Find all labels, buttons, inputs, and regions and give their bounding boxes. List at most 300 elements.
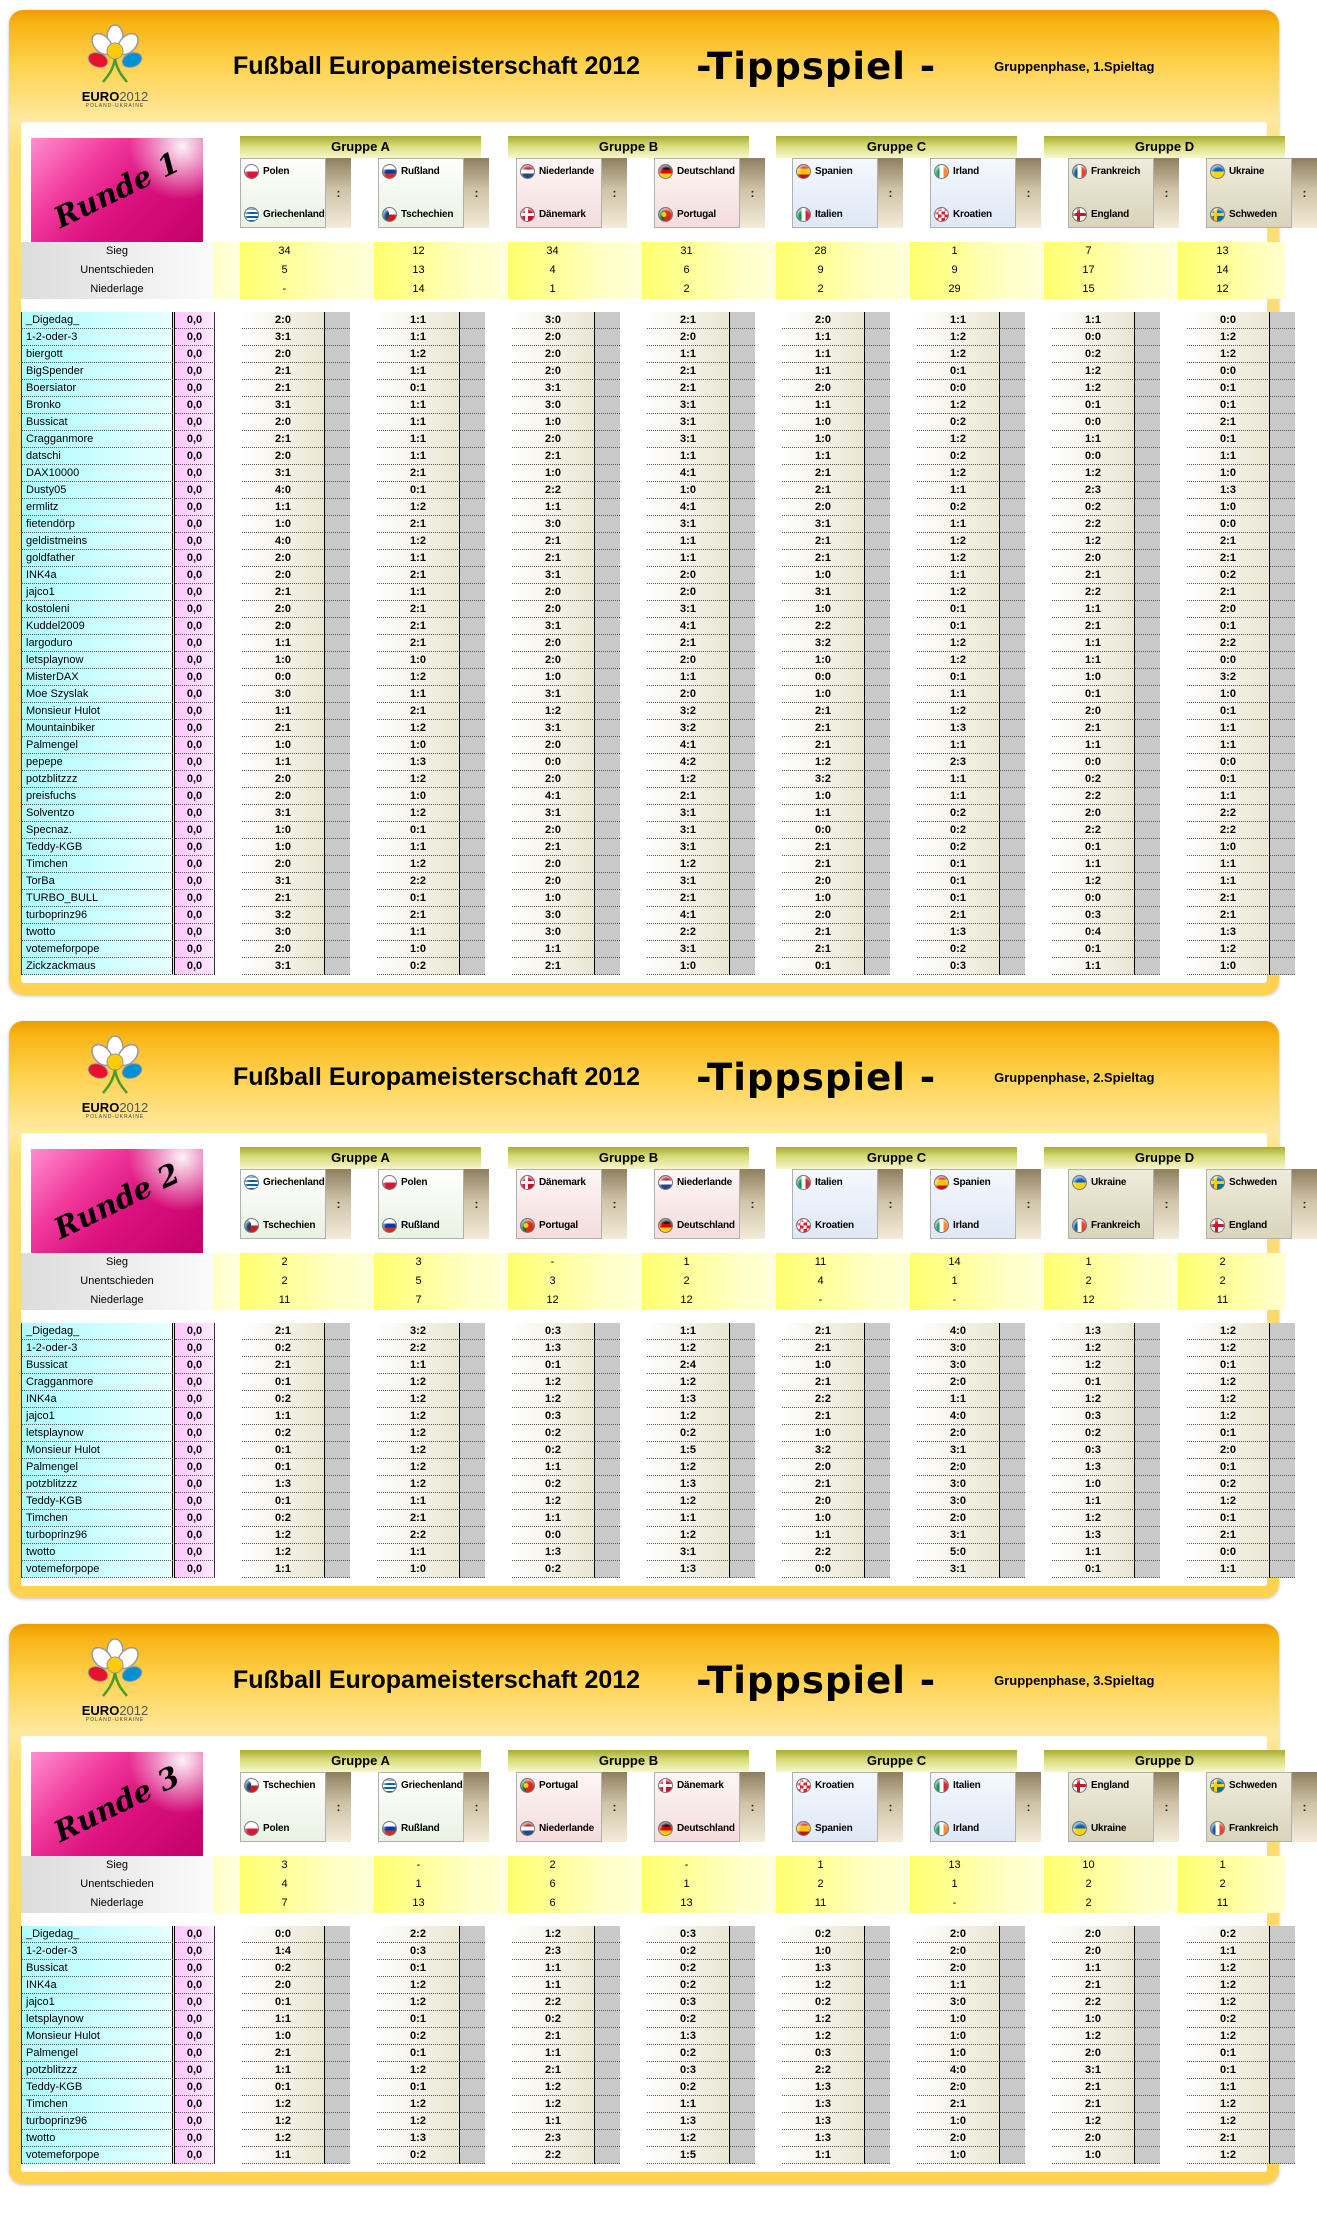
tip-status-cell[interactable]: [1000, 1527, 1025, 1544]
tip-cell[interactable]: 3:2: [782, 1442, 865, 1459]
tip-cell[interactable]: 3:1: [242, 397, 325, 414]
stat-value[interactable]: 2: [776, 280, 883, 299]
tip-cell[interactable]: 1:0: [782, 414, 865, 431]
tip-cell[interactable]: 1:3: [1052, 1459, 1135, 1476]
tip-cell[interactable]: 1:2: [917, 397, 1000, 414]
tip-status-cell[interactable]: [1135, 2011, 1160, 2028]
tip-cell[interactable]: 0:3: [512, 1323, 595, 1340]
tip-status-cell[interactable]: [1270, 533, 1295, 550]
player-score[interactable]: 0,0: [175, 2147, 215, 2164]
tip-cell[interactable]: 2:0: [782, 1459, 865, 1476]
tip-status-cell[interactable]: [1135, 567, 1160, 584]
tip-cell[interactable]: 1:1: [242, 1408, 325, 1425]
tip-cell[interactable]: 1:3: [647, 2028, 730, 2045]
stat-value[interactable]: 12: [374, 242, 481, 261]
tip-cell[interactable]: 2:1: [377, 601, 460, 618]
tip-status-cell[interactable]: [595, 550, 620, 567]
tip-cell[interactable]: 0:2: [917, 499, 1000, 516]
tip-cell[interactable]: 1:1: [647, 669, 730, 686]
tip-cell[interactable]: 2:1: [917, 907, 1000, 924]
tip-cell[interactable]: 0:2: [377, 958, 460, 975]
player-name[interactable]: largoduro: [21, 635, 175, 652]
tip-cell[interactable]: 1:1: [377, 329, 460, 346]
tip-cell[interactable]: 1:2: [782, 2011, 865, 2028]
tip-status-cell[interactable]: [595, 839, 620, 856]
tip-cell[interactable]: 2:2: [1187, 635, 1270, 652]
tip-cell[interactable]: 1:5: [647, 1442, 730, 1459]
tip-cell[interactable]: 1:2: [377, 669, 460, 686]
tip-cell[interactable]: 1:1: [1052, 652, 1135, 669]
tip-cell[interactable]: 1:2: [1052, 380, 1135, 397]
tip-status-cell[interactable]: [1135, 533, 1160, 550]
tip-cell[interactable]: 2:0: [917, 1960, 1000, 1977]
tip-status-cell[interactable]: [1270, 414, 1295, 431]
tip-status-cell[interactable]: [1135, 788, 1160, 805]
tip-status-cell[interactable]: [1000, 346, 1025, 363]
tip-cell[interactable]: 2:0: [917, 1459, 1000, 1476]
player-name[interactable]: preisfuchs: [21, 788, 175, 805]
tip-cell[interactable]: 1:1: [782, 329, 865, 346]
stat-value[interactable]: 2: [1178, 1253, 1285, 1272]
tip-status-cell[interactable]: [325, 397, 350, 414]
tip-cell[interactable]: 1:1: [647, 550, 730, 567]
tip-status-cell[interactable]: [1000, 873, 1025, 890]
tip-cell[interactable]: 1:2: [1187, 1340, 1270, 1357]
tip-status-cell[interactable]: [730, 2079, 755, 2096]
tip-cell[interactable]: 1:1: [647, 533, 730, 550]
tip-status-cell[interactable]: [865, 1340, 890, 1357]
tip-status-cell[interactable]: [1135, 856, 1160, 873]
tip-status-cell[interactable]: [1270, 924, 1295, 941]
tip-status-cell[interactable]: [325, 856, 350, 873]
stat-value[interactable]: 2: [1178, 1272, 1285, 1291]
tip-status-cell[interactable]: [595, 1493, 620, 1510]
tip-status-cell[interactable]: [1000, 1544, 1025, 1561]
tip-cell[interactable]: 1:2: [647, 2130, 730, 2147]
tip-cell[interactable]: 1:0: [377, 941, 460, 958]
tip-cell[interactable]: 2:0: [512, 601, 595, 618]
tip-status-cell[interactable]: [325, 2096, 350, 2113]
tip-cell[interactable]: 0:1: [242, 2079, 325, 2096]
tip-status-cell[interactable]: [865, 822, 890, 839]
stat-value[interactable]: 9: [776, 261, 883, 280]
tip-status-cell[interactable]: [865, 2130, 890, 2147]
player-name[interactable]: fietendörp: [21, 516, 175, 533]
tip-status-cell[interactable]: [595, 2045, 620, 2062]
tip-status-cell[interactable]: [1135, 1357, 1160, 1374]
tip-cell[interactable]: 1:2: [1052, 1391, 1135, 1408]
tip-status-cell[interactable]: [730, 941, 755, 958]
tip-status-cell[interactable]: [325, 1374, 350, 1391]
player-score[interactable]: 0,0: [175, 788, 215, 805]
stat-value[interactable]: 1: [776, 1856, 883, 1875]
player-name[interactable]: letsplaynow: [21, 652, 175, 669]
tip-cell[interactable]: 2:1: [377, 465, 460, 482]
tip-cell[interactable]: 0:3: [782, 2045, 865, 2062]
tip-cell[interactable]: 0:4: [1052, 924, 1135, 941]
tip-cell[interactable]: 1:0: [782, 1425, 865, 1442]
tip-cell[interactable]: 1:1: [1052, 312, 1135, 329]
tip-cell[interactable]: 1:3: [512, 1340, 595, 1357]
tip-cell[interactable]: 1:1: [1187, 1943, 1270, 1960]
tip-cell[interactable]: 2:0: [242, 856, 325, 873]
tip-status-cell[interactable]: [1270, 397, 1295, 414]
tip-cell[interactable]: 4:1: [647, 465, 730, 482]
tip-cell[interactable]: 1:2: [917, 533, 1000, 550]
stat-value[interactable]: 14: [910, 1253, 1017, 1272]
tip-cell[interactable]: 1:3: [782, 2113, 865, 2130]
tip-status-cell[interactable]: [1135, 397, 1160, 414]
tip-cell[interactable]: 0:1: [917, 856, 1000, 873]
tip-cell[interactable]: 2:0: [917, 2130, 1000, 2147]
tip-status-cell[interactable]: [460, 465, 485, 482]
tip-cell[interactable]: 0:1: [377, 2079, 460, 2096]
tip-cell[interactable]: 1:1: [917, 1977, 1000, 1994]
stat-value[interactable]: 2: [1044, 1894, 1151, 1913]
tip-status-cell[interactable]: [865, 482, 890, 499]
tip-cell[interactable]: 2:1: [917, 2096, 1000, 2113]
stat-value[interactable]: 2: [1044, 1875, 1151, 1894]
tip-status-cell[interactable]: [595, 2113, 620, 2130]
tip-cell[interactable]: 1:1: [377, 1493, 460, 1510]
tip-cell[interactable]: 0:2: [917, 414, 1000, 431]
tip-status-cell[interactable]: [730, 635, 755, 652]
tip-status-cell[interactable]: [1135, 1943, 1160, 1960]
tip-cell[interactable]: 1:1: [647, 1323, 730, 1340]
tip-status-cell[interactable]: [460, 1340, 485, 1357]
tip-status-cell[interactable]: [325, 584, 350, 601]
player-name[interactable]: Boersiator: [21, 380, 175, 397]
tip-cell[interactable]: 0:3: [1052, 1442, 1135, 1459]
tip-cell[interactable]: 0:1: [1187, 2045, 1270, 2062]
tip-status-cell[interactable]: [595, 703, 620, 720]
tip-status-cell[interactable]: [595, 1527, 620, 1544]
tip-cell[interactable]: 1:1: [512, 2113, 595, 2130]
tip-status-cell[interactable]: [1000, 584, 1025, 601]
tip-status-cell[interactable]: [865, 1391, 890, 1408]
tip-status-cell[interactable]: [460, 2079, 485, 2096]
tip-status-cell[interactable]: [460, 652, 485, 669]
tip-status-cell[interactable]: [1270, 1926, 1295, 1943]
tip-status-cell[interactable]: [1135, 1994, 1160, 2011]
tip-cell[interactable]: 3:2: [782, 771, 865, 788]
tip-cell[interactable]: 1:0: [782, 1943, 865, 1960]
tip-status-cell[interactable]: [1000, 1357, 1025, 1374]
tip-cell[interactable]: 2:1: [242, 720, 325, 737]
tip-cell[interactable]: 1:2: [242, 2113, 325, 2130]
tip-cell[interactable]: 0:1: [1187, 1425, 1270, 1442]
tip-status-cell[interactable]: [1135, 2079, 1160, 2096]
tip-cell[interactable]: 0:1: [1052, 397, 1135, 414]
tip-cell[interactable]: 3:1: [647, 873, 730, 890]
tip-status-cell[interactable]: [460, 1391, 485, 1408]
tip-cell[interactable]: 2:1: [377, 516, 460, 533]
tip-status-cell[interactable]: [730, 771, 755, 788]
tip-status-cell[interactable]: [325, 312, 350, 329]
tip-status-cell[interactable]: [1270, 1510, 1295, 1527]
tip-cell[interactable]: 1:2: [377, 771, 460, 788]
player-name[interactable]: Dusty05: [21, 482, 175, 499]
tip-cell[interactable]: 2:1: [782, 1374, 865, 1391]
tip-status-cell[interactable]: [865, 465, 890, 482]
tip-cell[interactable]: 3:1: [782, 516, 865, 533]
tip-status-cell[interactable]: [1000, 788, 1025, 805]
tip-cell[interactable]: 0:2: [647, 2011, 730, 2028]
tip-status-cell[interactable]: [1135, 2096, 1160, 2113]
tip-cell[interactable]: 1:1: [377, 584, 460, 601]
tip-cell[interactable]: 3:0: [512, 924, 595, 941]
tip-status-cell[interactable]: [595, 686, 620, 703]
tip-status-cell[interactable]: [730, 839, 755, 856]
player-score[interactable]: 0,0: [175, 839, 215, 856]
tip-cell[interactable]: 2:1: [512, 533, 595, 550]
player-score[interactable]: 0,0: [175, 941, 215, 958]
stat-value[interactable]: 7: [374, 1291, 481, 1310]
tip-status-cell[interactable]: [730, 533, 755, 550]
tip-status-cell[interactable]: [1000, 1960, 1025, 1977]
tip-cell[interactable]: 1:2: [377, 2062, 460, 2079]
tip-cell[interactable]: 0:1: [1187, 2062, 1270, 2079]
tip-cell[interactable]: 2:0: [917, 1943, 1000, 1960]
tip-cell[interactable]: 0:0: [1187, 363, 1270, 380]
tip-cell[interactable]: 2:1: [647, 363, 730, 380]
tip-cell[interactable]: 2:1: [1187, 1527, 1270, 1544]
tip-status-cell[interactable]: [1270, 686, 1295, 703]
player-score[interactable]: 0,0: [175, 312, 215, 329]
tip-status-cell[interactable]: [595, 2028, 620, 2045]
tip-cell[interactable]: 0:0: [782, 669, 865, 686]
tip-cell[interactable]: 0:1: [242, 1493, 325, 1510]
tip-cell[interactable]: 2:1: [242, 380, 325, 397]
tip-status-cell[interactable]: [1000, 737, 1025, 754]
tip-status-cell[interactable]: [1000, 754, 1025, 771]
tip-status-cell[interactable]: [1000, 1510, 1025, 1527]
tip-status-cell[interactable]: [595, 890, 620, 907]
tip-cell[interactable]: 2:1: [377, 635, 460, 652]
tip-status-cell[interactable]: [595, 822, 620, 839]
player-score[interactable]: 0,0: [175, 805, 215, 822]
player-name[interactable]: pepepe: [21, 754, 175, 771]
tip-cell[interactable]: 1:1: [1187, 720, 1270, 737]
tip-status-cell[interactable]: [325, 890, 350, 907]
tip-cell[interactable]: 1:1: [242, 499, 325, 516]
tip-cell[interactable]: 1:3: [782, 2096, 865, 2113]
tip-cell[interactable]: 1:2: [512, 1926, 595, 1943]
tip-cell[interactable]: 0:2: [512, 1476, 595, 1493]
tip-cell[interactable]: 1:0: [242, 822, 325, 839]
player-name[interactable]: TorBa: [21, 873, 175, 890]
tip-cell[interactable]: 1:2: [917, 431, 1000, 448]
tip-status-cell[interactable]: [1135, 2147, 1160, 2164]
tip-status-cell[interactable]: [865, 2011, 890, 2028]
stat-value[interactable]: 15: [1044, 280, 1151, 299]
tip-status-cell[interactable]: [730, 550, 755, 567]
tip-cell[interactable]: 1:1: [782, 1527, 865, 1544]
tip-cell[interactable]: 2:1: [1187, 2130, 1270, 2147]
tip-cell[interactable]: 0:2: [917, 822, 1000, 839]
tip-cell[interactable]: 1:1: [917, 516, 1000, 533]
tip-cell[interactable]: 2:1: [782, 465, 865, 482]
tip-status-cell[interactable]: [730, 499, 755, 516]
tip-status-cell[interactable]: [1270, 1357, 1295, 1374]
player-score[interactable]: 0,0: [175, 2028, 215, 2045]
tip-cell[interactable]: 1:2: [1052, 873, 1135, 890]
tip-status-cell[interactable]: [595, 346, 620, 363]
tip-cell[interactable]: 0:1: [1187, 431, 1270, 448]
tip-status-cell[interactable]: [730, 1425, 755, 1442]
tip-cell[interactable]: 1:1: [917, 482, 1000, 499]
tip-cell[interactable]: 1:1: [647, 448, 730, 465]
tip-status-cell[interactable]: [1270, 720, 1295, 737]
tip-cell[interactable]: 0:1: [1187, 771, 1270, 788]
tip-status-cell[interactable]: [865, 567, 890, 584]
tip-status-cell[interactable]: [325, 720, 350, 737]
player-name[interactable]: potzblitzzz: [21, 1476, 175, 1493]
tip-status-cell[interactable]: [595, 1323, 620, 1340]
tip-status-cell[interactable]: [1270, 2147, 1295, 2164]
tip-cell[interactable]: 2:2: [1052, 788, 1135, 805]
tip-status-cell[interactable]: [1000, 2130, 1025, 2147]
tip-status-cell[interactable]: [1000, 669, 1025, 686]
tip-cell[interactable]: 2:1: [782, 533, 865, 550]
tip-status-cell[interactable]: [460, 618, 485, 635]
tip-cell[interactable]: 1:2: [1187, 941, 1270, 958]
tip-cell[interactable]: 1:2: [377, 856, 460, 873]
player-score[interactable]: 0,0: [175, 516, 215, 533]
tip-status-cell[interactable]: [595, 448, 620, 465]
tip-status-cell[interactable]: [1135, 584, 1160, 601]
tip-status-cell[interactable]: [1000, 533, 1025, 550]
tip-status-cell[interactable]: [1135, 1476, 1160, 1493]
tip-cell[interactable]: 0:0: [917, 380, 1000, 397]
tip-status-cell[interactable]: [730, 1926, 755, 1943]
stat-value[interactable]: 6: [508, 1894, 615, 1913]
tip-status-cell[interactable]: [460, 1926, 485, 1943]
tip-status-cell[interactable]: [1270, 1391, 1295, 1408]
tip-cell[interactable]: 1:1: [917, 312, 1000, 329]
tip-cell[interactable]: 1:0: [377, 788, 460, 805]
stat-value[interactable]: 13: [1178, 242, 1285, 261]
tip-status-cell[interactable]: [865, 2113, 890, 2130]
tip-status-cell[interactable]: [1270, 1943, 1295, 1960]
tip-cell[interactable]: 0:2: [647, 1943, 730, 1960]
player-name[interactable]: Monsieur Hulot: [21, 2028, 175, 2045]
tip-cell[interactable]: 1:3: [1052, 1323, 1135, 1340]
tip-cell[interactable]: 1:0: [1052, 2011, 1135, 2028]
tip-status-cell[interactable]: [325, 686, 350, 703]
tip-cell[interactable]: 0:1: [1187, 703, 1270, 720]
tip-cell[interactable]: 2:2: [377, 1926, 460, 1943]
tip-cell[interactable]: 1:2: [1052, 465, 1135, 482]
tip-cell[interactable]: 1:0: [782, 1357, 865, 1374]
tip-cell[interactable]: 2:1: [1187, 584, 1270, 601]
tip-cell[interactable]: 2:1: [782, 1408, 865, 1425]
tip-cell[interactable]: 1:2: [512, 1493, 595, 1510]
player-score[interactable]: 0,0: [175, 1425, 215, 1442]
tip-cell[interactable]: 2:1: [782, 856, 865, 873]
tip-status-cell[interactable]: [865, 1510, 890, 1527]
tip-status-cell[interactable]: [865, 737, 890, 754]
tip-cell[interactable]: 2:0: [242, 567, 325, 584]
tip-status-cell[interactable]: [1270, 771, 1295, 788]
tip-cell[interactable]: 0:1: [917, 669, 1000, 686]
tip-cell[interactable]: 2:0: [242, 312, 325, 329]
tip-status-cell[interactable]: [1270, 567, 1295, 584]
player-score[interactable]: 0,0: [175, 2011, 215, 2028]
player-name[interactable]: geldistmeins: [21, 533, 175, 550]
tip-status-cell[interactable]: [865, 397, 890, 414]
tip-status-cell[interactable]: [325, 346, 350, 363]
player-name[interactable]: datschi: [21, 448, 175, 465]
tip-cell[interactable]: 0:1: [377, 2011, 460, 2028]
tip-status-cell[interactable]: [460, 380, 485, 397]
tip-status-cell[interactable]: [460, 1493, 485, 1510]
tip-cell[interactable]: 2:1: [512, 2028, 595, 2045]
tip-status-cell[interactable]: [865, 363, 890, 380]
tip-status-cell[interactable]: [1135, 720, 1160, 737]
tip-cell[interactable]: 0:2: [647, 2045, 730, 2062]
tip-cell[interactable]: 1:1: [377, 1544, 460, 1561]
tip-cell[interactable]: 2:1: [782, 482, 865, 499]
tip-status-cell[interactable]: [325, 703, 350, 720]
stat-value[interactable]: 3: [374, 1253, 481, 1272]
tip-status-cell[interactable]: [730, 805, 755, 822]
player-score[interactable]: 0,0: [175, 601, 215, 618]
tip-status-cell[interactable]: [865, 1357, 890, 1374]
tip-cell[interactable]: 1:2: [1187, 1323, 1270, 1340]
tip-cell[interactable]: 2:2: [1187, 805, 1270, 822]
player-name[interactable]: MisterDAX: [21, 669, 175, 686]
tip-cell[interactable]: 4:1: [647, 737, 730, 754]
player-name[interactable]: turboprinz96: [21, 1527, 175, 1544]
tip-status-cell[interactable]: [460, 1960, 485, 1977]
tip-cell[interactable]: 1:1: [917, 771, 1000, 788]
tip-status-cell[interactable]: [730, 652, 755, 669]
tip-status-cell[interactable]: [730, 2130, 755, 2147]
tip-status-cell[interactable]: [460, 924, 485, 941]
tip-status-cell[interactable]: [1000, 2096, 1025, 2113]
tip-status-cell[interactable]: [1000, 941, 1025, 958]
tip-cell[interactable]: 3:0: [917, 1357, 1000, 1374]
player-name[interactable]: BigSpender: [21, 363, 175, 380]
tip-status-cell[interactable]: [730, 431, 755, 448]
tip-cell[interactable]: 1:2: [1187, 2028, 1270, 2045]
stat-value[interactable]: 3: [240, 1856, 347, 1875]
tip-status-cell[interactable]: [460, 771, 485, 788]
tip-status-cell[interactable]: [865, 2147, 890, 2164]
tip-cell[interactable]: 2:0: [242, 941, 325, 958]
tip-cell[interactable]: 2:0: [1052, 1926, 1135, 1943]
tip-status-cell[interactable]: [730, 754, 755, 771]
stat-value[interactable]: 34: [508, 242, 615, 261]
tip-status-cell[interactable]: [460, 533, 485, 550]
tip-cell[interactable]: 1:1: [782, 397, 865, 414]
player-score[interactable]: 0,0: [175, 2079, 215, 2096]
tip-status-cell[interactable]: [325, 601, 350, 618]
player-name[interactable]: Monsieur Hulot: [21, 1442, 175, 1459]
tip-cell[interactable]: 1:2: [782, 754, 865, 771]
tip-status-cell[interactable]: [1135, 2130, 1160, 2147]
tip-cell[interactable]: 1:2: [377, 1408, 460, 1425]
tip-status-cell[interactable]: [595, 1408, 620, 1425]
tip-cell[interactable]: 4:1: [647, 907, 730, 924]
tip-cell[interactable]: 3:1: [512, 805, 595, 822]
tip-cell[interactable]: 0:2: [242, 1391, 325, 1408]
tip-status-cell[interactable]: [460, 1977, 485, 1994]
player-name[interactable]: 1-2-oder-3: [21, 1340, 175, 1357]
tip-cell[interactable]: 0:3: [1052, 1408, 1135, 1425]
tip-status-cell[interactable]: [1000, 516, 1025, 533]
